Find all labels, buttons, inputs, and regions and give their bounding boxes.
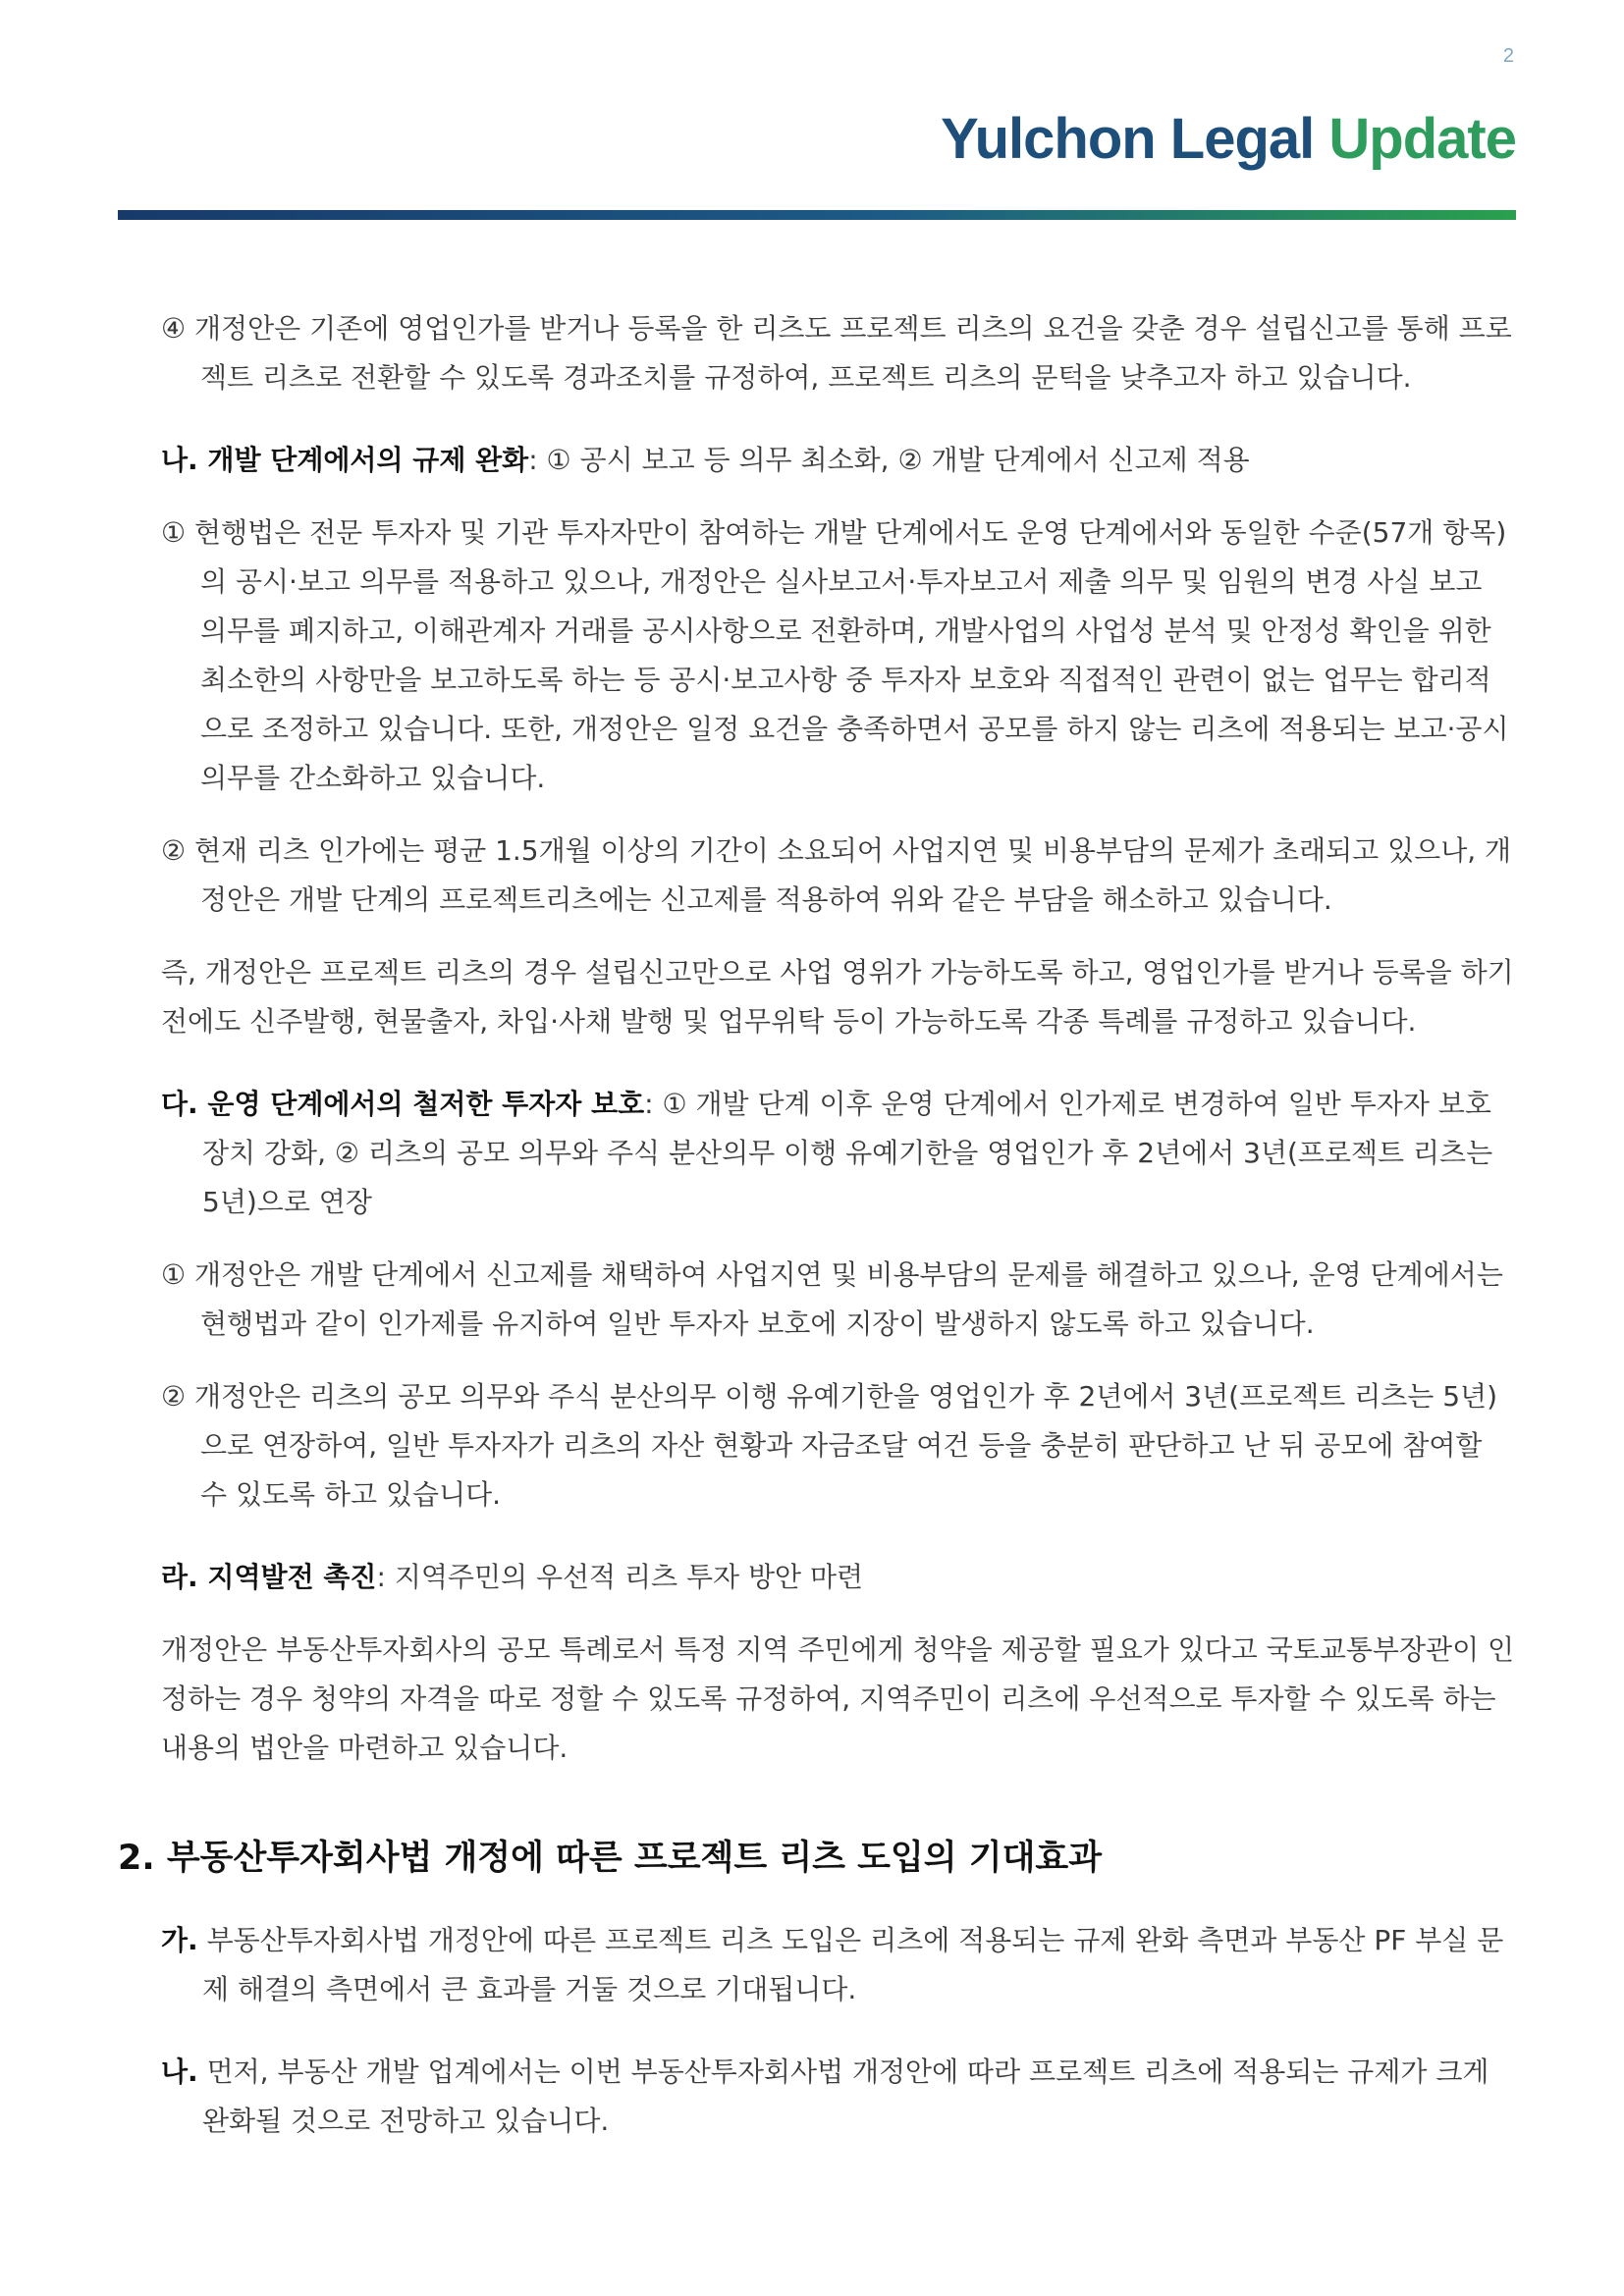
paragraph-2-na-label: 나. [161, 2056, 198, 2088]
paragraph-na-2: ② 현재 리츠 인가에는 평균 1.5개월 이상의 기간이 소요되어 사업지연 및 비용부담의 문제가 초래되고 있으나, 개정안은 개발 단계의 프로젝트리츠에는 신고제를 적용하여 위와 같은 부담을 해소하고 있습니다. [161, 834, 1512, 916]
paragraph-2-ga-text: 부동산투자회사법 개정안에 따른 프로젝트 리츠 도입은 리츠에 적용되는 규제 완화 측면과 부동산 PF 부실 문제 해결의 측면에서 큰 효과를 거둘 것으로 기대됩니다. [197, 1924, 1504, 2005]
paragraph-na-1: ① 현행법은 전문 투자자 및 기관 투자자만이 참여하는 개발 단계에서도 운영 단계에서와 동일한 수준(57개 항목)의 공시·보고 의무를 적용하고 있으나, 개정안은 실사보고서·투자보고서 제출 의무 및 임원의 변경 사실 보고 의무를 폐지하고, 이해관계자 거래를 공시사항으로 전환하며, 개발사업의 사업성 분석 및 안정성 확인을 위한 최소한의 사항만을 보고하도록 하는 등 공시·보고사항 중 투자자 보호와 직접적인 관련이 없는 업무는 합리적으로 조정하고 있습니다. 또한, 개정안은 일정 요건을 충족하면서 공모를 하지 않는 리츠에 적용되는 보고·공시 의무를 간소화하고 있습니다. [161, 516, 1509, 794]
brand-title [941, 106, 1516, 172]
section-ra-title: 라. 지역발전 촉진 [161, 1561, 377, 1593]
document-body [118, 304, 1516, 2146]
header-rule [118, 210, 1516, 220]
paragraph-2-na-text: 먼저, 부동산 개발 업계에서는 이번 부동산투자회사법 개정안에 따라 프로젝트 리츠에 적용되는 규제가 크게 완화될 것으로 전망하고 있습니다. [197, 2056, 1489, 2137]
section-da-heading [118, 1080, 1516, 1227]
section-da-title: 다. 운영 단계에서의 철저한 투자자 보호 [161, 1088, 645, 1120]
paragraph-da-1: ① 개정안은 개발 단계에서 신고제를 채택하여 사업지연 및 비용부담의 문제를 해결하고 있으나, 운영 단계에서는 현행법과 같이 인가제를 유지하여 일반 투자자 보호에 지장이 발생하지 않도록 하고 있습니다. [161, 1258, 1503, 1340]
section-na-summary: : ① 공시 보고 등 의무 최소화, ② 개발 단계에서 신고제 적용 [528, 444, 1250, 476]
paragraph-2-ga-label: 가. [161, 1924, 198, 1956]
page-number: 2 [1502, 45, 1514, 67]
paragraph-item-4: ④ 개정안은 기존에 영업인가를 받거나 등록을 한 리츠도 프로젝트 리츠의 요건을 갖춘 경우 설립신고를 통해 프로젝트 리츠로 전환할 수 있도록 경과조치를 규정하여, 프로젝트 리츠의 문턱을 낮추고자 하고 있습니다. [161, 312, 1512, 394]
section-da-summary: : ① 개발 단계 이후 운영 단계에서 인가제로 변경하여 일반 투자자 보호장치 강화, ② 리츠의 공모 의무와 주식 분산의무 이행 유예기한을 영업인가 후 2년에서 3년(프로젝트 리츠는 5년)으로 연장 [202, 1088, 1493, 1218]
section-na-heading [118, 436, 1516, 485]
paragraph-na-summary: 즉, 개정안은 프로젝트 리츠의 경우 설립신고만으로 사업 영위가 가능하도록 하고, 영업인가를 받거나 등록을 하기 전에도 신주발행, 현물출자, 차입·사채 발행 및 업무위탁 등이 가능하도록 각종 특례를 규정하고 있습니다. [161, 956, 1514, 1038]
paragraph-ra: 개정안은 부동산투자회사의 공모 특례로서 특정 지역 주민에게 청약을 제공할 필요가 있다고 국토교통부장관이 인정하는 경우 청약의 자격을 따로 정할 수 있도록 규정하여, 지역주민이 리츠에 우선적으로 투자할 수 있도록 하는 내용의 법안을 마련하고 있습니다. [161, 1633, 1515, 1764]
section-ra-heading [118, 1553, 1516, 1602]
section-2-heading: 2. 부동산투자회사법 개정에 따른 프로젝트 리츠 도입의 기대효과 [118, 1839, 1103, 1878]
paragraph-2-na [118, 2048, 1516, 2146]
paragraph-2-ga [118, 1916, 1516, 2014]
brand-title-accent: Update [1328, 107, 1516, 171]
paragraph-da-2: ② 개정안은 리츠의 공모 의무와 주식 분산의무 이행 유예기한을 영업인가 후 2년에서 3년(프로젝트 리츠는 5년)으로 연장하여, 일반 투자자가 리츠의 자산 현황과 자금조달 여건 등을 충분히 판단하고 난 뒤 공모에 참여할 수 있도록 하고 있습니다. [161, 1380, 1498, 1511]
section-na-title: 나. 개발 단계에서의 규제 완화 [161, 444, 529, 476]
brand-title-main: Yulchon Legal [941, 107, 1329, 171]
section-ra-summary: : 지역주민의 우선적 리츠 투자 방안 마련 [376, 1561, 864, 1593]
